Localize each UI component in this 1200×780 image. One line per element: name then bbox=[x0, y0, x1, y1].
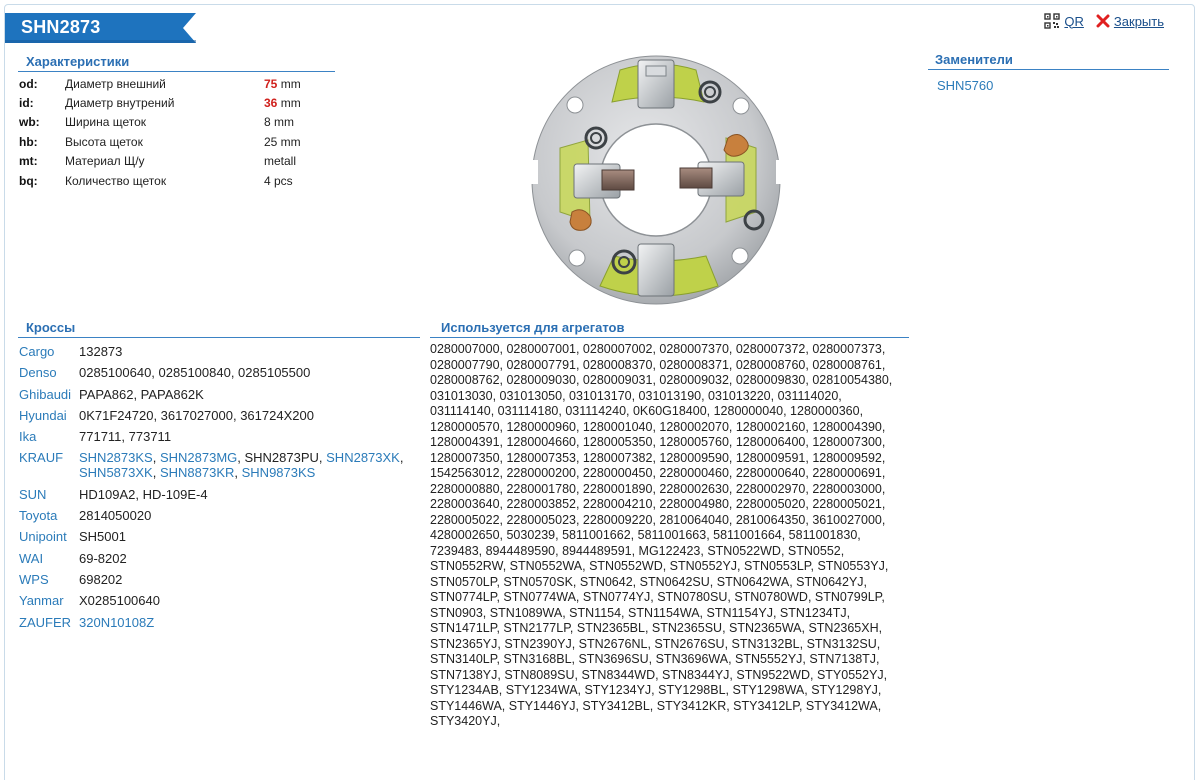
characteristic-value: metall bbox=[264, 154, 297, 169]
cross-brand-link[interactable]: Ghibaudi bbox=[19, 386, 72, 402]
cross-brand-link[interactable]: Ika bbox=[19, 429, 37, 445]
characteristic-code: id: bbox=[19, 96, 34, 111]
cross-row bbox=[18, 529, 420, 550]
cross-code-text: 698202 bbox=[79, 571, 123, 587]
characteristic-row bbox=[18, 74, 301, 93]
characteristic-row bbox=[18, 171, 301, 190]
cross-codes bbox=[79, 365, 420, 386]
cross-code-text: , bbox=[152, 465, 160, 481]
cross-codes bbox=[79, 508, 420, 529]
cross-code-text: SH5001 bbox=[79, 529, 126, 545]
crosses-table bbox=[18, 344, 420, 636]
cross-code-text: HD109A2, HD-109E-4 bbox=[79, 486, 208, 502]
cross-codes bbox=[79, 450, 420, 486]
substitutes-heading: Заменители bbox=[928, 52, 1169, 70]
cross-code-text: , bbox=[234, 465, 242, 481]
qr-button[interactable] bbox=[1044, 13, 1084, 29]
characteristic-label: Ширина щеток bbox=[65, 115, 147, 130]
cross-code-text: 69-8202 bbox=[79, 550, 127, 566]
cross-row bbox=[18, 387, 420, 408]
cross-codes bbox=[79, 408, 420, 429]
characteristic-value-number: 75 bbox=[264, 76, 278, 91]
cross-row bbox=[18, 365, 420, 386]
characteristic-label: Диаметр внутрений bbox=[65, 96, 175, 111]
used-for-list: 0280007000, 0280007001, 0280007002, 0280007370, 0280007372, 0280007373, 0280007790, 0280007791, 0280008370, 0280008371, 0280008760, 0280008761, 0280008762, 0280009030, 0280009031, 0280009032, 0280009830, 02810054380, 031013030, 031013050, 031013170, 031013190, 031013220, 031114020, 031114140, 031114180, 031114240, 0K60G18400, 1280000040, 1280000360, 1280000570, 1280000960, 1280001040, 1280002070, 1280002160, 1280004390, 1280004391, 1280004660, 1280005350, 1280005760, 1280006400, 1280007300, 1280007350, 1280007353, 1280007382, 1280009590, 1280009591, 1280009592, 1542563012, 2280000200, 2280000450, 2280000460, 2280000640, 2280000691, 2280000880, 2280001780, 2280001890, 2280002630, 2280002970, 2280003000, 2280003640, 2280003852, 2280004210, 2280004980, 2280005020, 2280005021, 2280005022, 2280005023, 2280009220, 2810064040, 2810064350, 3610027000, 4280002650, 5030239, 5811001662, 5811001663, 5811001664, 5811001830, 7239483, 8944489590, 8944489591, MG122423, STN0522WD, STN0552, STN0552RW, STN0552WA, STN0552WD, STN0552YJ, STN0553LP, STN0553YJ, STN0570LP, STN0570SK, STN0642, STN0642SU, STN0642WA, STN0642YJ, STN0774LP, STN0774WA, STN0774YJ, STN0780SU, STN0780WD, STN0799LP, STN0903, STN1089WA, STN1154, STN1154WA, STN1154YJ, STN1234TJ, STN1471LP, STN2177LP, STN2365BL, STN2365SU, STN2365WA, STN2365XH, STN2365YJ, STN2390YJ, STN2676NL, STN2676SU, STN3132BL, STN3132SU, STN3140LP, STN3168BL, STN3696SU, STN3696WA, STN5552YJ, STN7138TJ, STN7138YJ, STN8089SU, STN8344WD, STN8344YJ, STN9522WD, STY0552YJ, STY1234AB, STY1234WA, STY1234YJ, STY1298BL, STY1298WA, STY1298YJ, STY1446WA, STY1446YJ, STY3412BL, STY3412KR, STY3412LP, STY3412WA, STY3420YJ, bbox=[430, 342, 893, 728]
characteristic-row bbox=[18, 113, 301, 132]
cross-codes bbox=[79, 344, 420, 365]
characteristic-value: 36 mm bbox=[264, 96, 301, 111]
crosses-heading: Кроссы bbox=[18, 320, 420, 338]
cross-brand-link[interactable]: Unipoint bbox=[19, 529, 67, 545]
close-icon bbox=[1096, 14, 1110, 28]
cross-code-link[interactable]: SHN9873KS bbox=[241, 465, 316, 481]
cross-brand-link[interactable]: ZAUFER bbox=[19, 614, 71, 630]
cross-codes bbox=[79, 429, 420, 450]
cross-row bbox=[18, 551, 420, 572]
title-ribbon bbox=[5, 13, 196, 43]
cross-row bbox=[18, 508, 420, 529]
cross-row bbox=[18, 408, 420, 429]
top-actions bbox=[1044, 13, 1164, 29]
characteristic-code: bq: bbox=[19, 173, 38, 188]
cross-code-text: 0K71F24720, 3617027000, 361724X200 bbox=[79, 407, 314, 423]
cross-code-link[interactable]: 320N10108Z bbox=[79, 614, 155, 630]
cross-row bbox=[18, 593, 420, 614]
cross-codes bbox=[79, 387, 420, 408]
characteristic-value: 8 mm bbox=[264, 115, 294, 130]
cross-row bbox=[18, 429, 420, 450]
cross-codes bbox=[79, 487, 420, 508]
used-for-heading: Используется для агрегатов bbox=[430, 320, 909, 338]
cross-brand-link[interactable]: Yanmar bbox=[19, 593, 64, 609]
product-image bbox=[528, 52, 788, 310]
cross-code-text: 0285100640, 0285100840, 0285105500 bbox=[79, 365, 311, 381]
cross-code-text: 132873 bbox=[79, 344, 123, 359]
cross-code-text: X0285100640 bbox=[79, 593, 160, 609]
cross-row bbox=[18, 572, 420, 593]
cross-code-text: , bbox=[399, 450, 404, 466]
cross-row bbox=[18, 344, 420, 365]
cross-brand-link[interactable]: Denso bbox=[19, 365, 57, 381]
cross-code-text: , bbox=[152, 450, 160, 466]
cross-brand-link[interactable]: WAI bbox=[19, 550, 44, 566]
substitutes-list bbox=[928, 78, 1169, 93]
characteristic-value: 25 mm bbox=[264, 134, 301, 149]
characteristic-code: mt: bbox=[19, 154, 38, 169]
characteristic-row bbox=[18, 132, 301, 151]
cross-codes bbox=[79, 593, 420, 614]
cross-codes bbox=[79, 572, 420, 593]
cross-brand-link[interactable]: Toyota bbox=[19, 508, 58, 524]
characteristic-code: od: bbox=[19, 76, 38, 91]
cross-row bbox=[18, 450, 420, 486]
page-title: SHN2873 bbox=[21, 17, 101, 37]
cross-code-link[interactable]: SHN5873XK bbox=[79, 465, 153, 481]
cross-code-text: 2814050020 bbox=[79, 508, 152, 524]
characteristic-label: Высота щеток bbox=[65, 134, 143, 149]
close-label: Закрыть bbox=[1113, 13, 1164, 29]
cross-brand-link[interactable]: Hyundai bbox=[19, 407, 67, 423]
substitutes-section bbox=[928, 52, 1169, 93]
characteristic-row bbox=[18, 93, 301, 112]
characteristic-value: 4 pcs bbox=[264, 173, 293, 188]
characteristic-label: Количество щеток bbox=[65, 173, 167, 188]
cross-codes bbox=[79, 615, 420, 636]
close-button[interactable] bbox=[1096, 14, 1164, 29]
characteristic-code: hb: bbox=[19, 134, 38, 149]
cross-brand-link[interactable]: WPS bbox=[19, 571, 49, 587]
cross-code-text: 771711, 773711 bbox=[79, 429, 172, 445]
characteristic-row bbox=[18, 152, 301, 171]
characteristic-label: Диаметр внешний bbox=[65, 76, 166, 91]
crosses-section bbox=[18, 320, 420, 636]
cross-brand-link[interactable]: KRAUF bbox=[19, 450, 64, 466]
characteristic-value-number: 36 bbox=[264, 96, 278, 111]
characteristics-heading: Характеристики bbox=[18, 54, 335, 72]
qr-icon bbox=[1044, 13, 1060, 29]
cross-code-text: , SHN2873PU, bbox=[237, 450, 327, 466]
cross-brand-link[interactable]: Cargo bbox=[19, 344, 55, 359]
cross-code-text: PAPA862, PAPA862K bbox=[79, 386, 204, 402]
characteristic-code: wb: bbox=[19, 115, 40, 130]
cross-row bbox=[18, 487, 420, 508]
qr-label: QR bbox=[1064, 13, 1084, 29]
cross-code-link[interactable]: SHN2873MG bbox=[159, 450, 238, 466]
cross-code-link[interactable]: SHN2873KS bbox=[79, 450, 153, 466]
cross-row bbox=[18, 615, 420, 636]
cross-code-link[interactable]: SHN8873KR bbox=[159, 465, 235, 481]
cross-brand-link[interactable]: SUN bbox=[19, 486, 47, 502]
cross-code-link[interactable]: SHN2873XK bbox=[326, 450, 400, 466]
characteristic-label: Материал Щ/у bbox=[65, 154, 145, 169]
characteristics-table bbox=[18, 74, 301, 190]
cross-codes bbox=[79, 529, 420, 550]
cross-codes bbox=[79, 551, 420, 572]
used-for-section bbox=[430, 320, 909, 730]
characteristics-section bbox=[18, 54, 335, 190]
substitute-link[interactable]: SHN5760 bbox=[937, 78, 994, 93]
characteristic-value: 75 mm bbox=[264, 76, 301, 91]
